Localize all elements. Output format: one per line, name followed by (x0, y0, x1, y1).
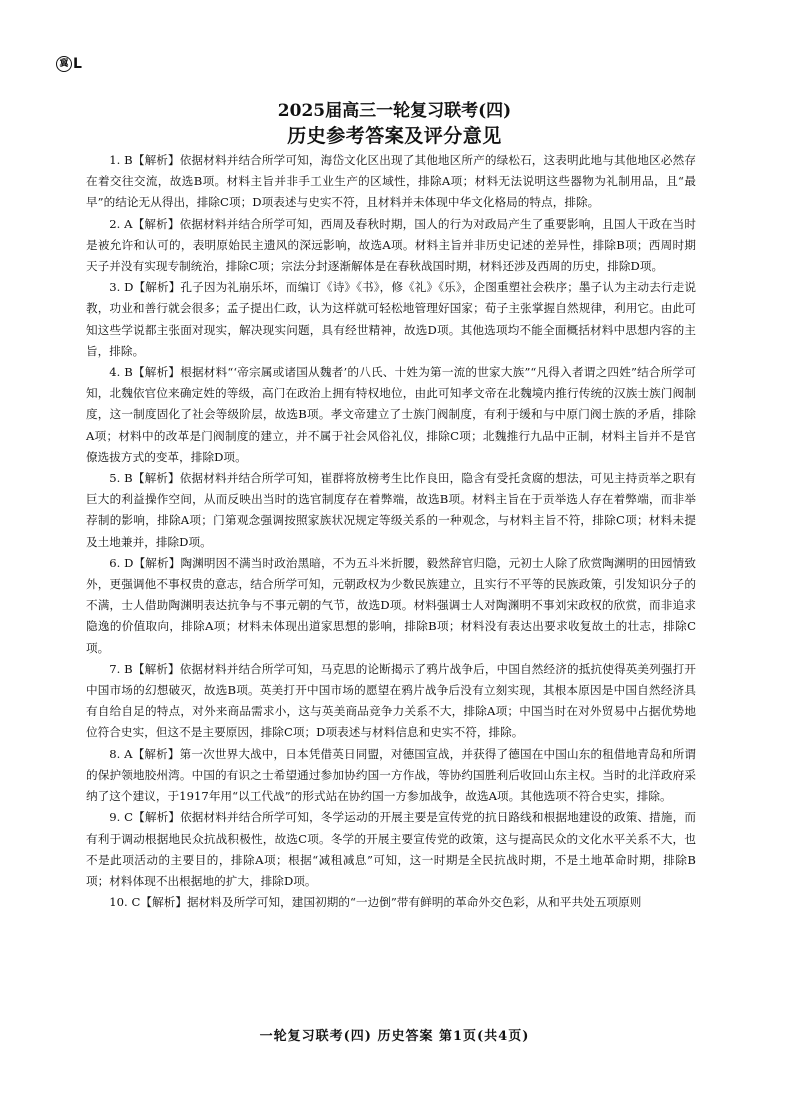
answer-item: 6. D【解析】陶渊明因不满当时政治黑暗，不为五斗米折腰，毅然辞官归隐，元初士人除了欣赏陶渊明的田园情致外，更强调他不事权贵的意志，结合所学可知，元朝政权为少数民族建立，且实行不平等的民族政策，引发知识分子的不满，士人借助陶渊明表达抗争与不事元朝的气节，故选D项。材料强调士人对陶渊明不事刘宋政权的欣赏，而非追求隐逸的价值取向，排除A项；材料未体现出道家思想的影响，排除B项；材料没有表达出要求收复故土的壮志，排除C项。 (86, 555, 696, 655)
page-title: 2025届高三一轮复习联考(四) (277, 101, 512, 121)
answer-item: 3. D【解析】孔子因为礼崩乐坏，而编订《诗》《书》，修《礼》《乐》，企图重塑社会秩序；墨子认为主动去行走说教，功业和善行就会很多；孟子提出仁政，认为这样就可轻松地管理好国家；荀子主张掌握自然规律，利用它。由此可知这些学说都主张面对现实，解决现实问题，具有经世精神，故选D项。其他选项均不能全面概括材料中思想内容的主旨，排除。 (86, 280, 696, 358)
answer-item: 9. C【解析】依据材料并结合所学可知，冬学运动的开展主要是宣传党的抗日路线和根据地建设的政策、措施，而有利于调动根据地民众抗战积极性，故选C项。冬学的开展主要宣传党的政策，这与提高民众的文化水平关系不大，也不是此项活动的主要目的，排除A项；根据“减租减息”可知，这一时期是全民抗战时期，不是土地革命时期，排除B项；材料体现不出根据地的扩大，排除D项。 (86, 810, 696, 888)
answer-item: 10. C【解析】据材料及所学可知，建国初期的“一边倒”带有鲜明的革命外交色彩，从和平共处五项原则 (109, 895, 642, 910)
answer-item: 7. B【解析】依据材料并结合所学可知，马克思的论断揭示了鸦片战争后，中国自然经济的抵抗使得英美列强打开中国市场的幻想破灭，故选B项。英美打开中国市场的愿望在鸦片战争后没有立刻实现，其根本原因是中国自然经济具有自给自足的特点，对外来商品需求小，这与英美商品竞争力关系不大，排除A项；中国当时在对外贸易中占据优势地位符合史实，但这不是主要原因，排除C项；D项表述与材料信息和史实不符，排除。 (86, 661, 696, 740)
answer-item: 5. B【解析】依据材料并结合所学可知，崔群将放榜考生比作良田，隐含有受托贪腐的想法，可见主持贡举之职有巨大的利益操作空间，从而反映出当时的选官制度存在着弊端，故选B项。材料主旨在于贡举选人存在着弊端，而非举荐制的影响，排除A项；门第观念强调按照家族状况规定等级关系的一种观念，与材料主旨不符，排除C项；材料未提及土地兼并，排除D项。 (86, 471, 696, 549)
answer-item: 1. B【解析】依据材料并结合所学可知，海岱文化区出现了其他地区所产的绿松石，这表明此地与其他地区必然存在着交往交流，故选B项。材料主旨并非手工业生产的区域性，排除A项；材料无法说明这些器物为礼制用品，且“最早”的结论无从得出，排除C项；D项表述与史实不符，且材料并未体现中华文化格局的特点，排除。 (86, 153, 696, 210)
exam-region-mark (56, 56, 82, 72)
answer-list (86, 150, 696, 913)
answer-item: 2. A【解析】依据材料并结合所学可知，西周及春秋时期，国人的行为对政局产生了重要影响，且国人干政在当时是被允许和认可的，表明原始民主遗风的深远影响，故选A项。材料主旨并非历史记述的差异性，排除B项；西周时期天子并没有实现专制统治，排除C项；宗法分封逐渐解体是在春秋战国时期，材料还涉及西周的历史，排除D项。 (86, 216, 696, 274)
answer-item: 4. B【解析】根据材料“‘帝宗属或诸国从魏者’的八氏、十姓为第一流的世家大族”“凡得入者谓之四姓”结合所学可知，北魏依官位来确定姓的等级，高门在政治上拥有特权地位，由此可知孝文帝在北魏境内推行传统的汉族士族门阀制度，这一制度固化了社会等级阶层，故选B项。孝文帝建立了士族门阀制度，有利于缓和与中原门阀士族的矛盾，排除A项；材料中的改革是门阀制度的建立，并不属于社会风俗礼仪，排除C项；北魏推行九品中正制，材料主旨并不是官僚选拔方式的变革，排除D项。 (86, 365, 696, 464)
page-subtitle: 历史参考答案及评分意见 (287, 125, 502, 147)
circle-mark-icon: 冀 (56, 56, 72, 72)
corner-letter: L (73, 56, 82, 72)
page-footer: 一轮复习联考(四) 历史答案 第1页(共4页) (259, 1029, 530, 1044)
answer-item: 8. A【解析】第一次世界大战中，日本凭借英日同盟，对德国宣战，并获得了德国在中国山东的租借地青岛和所谓的保护领地胶州湾。中国的有识之士希望通过参加协约国一方作战，等协约国胜利后收回山东主权。当时的北洋政府采纳了这个建议，于1917年用“以工代战”的形式站在协约国一方参加战争，故选A项。其他选项不符合史实，排除。 (86, 746, 696, 804)
